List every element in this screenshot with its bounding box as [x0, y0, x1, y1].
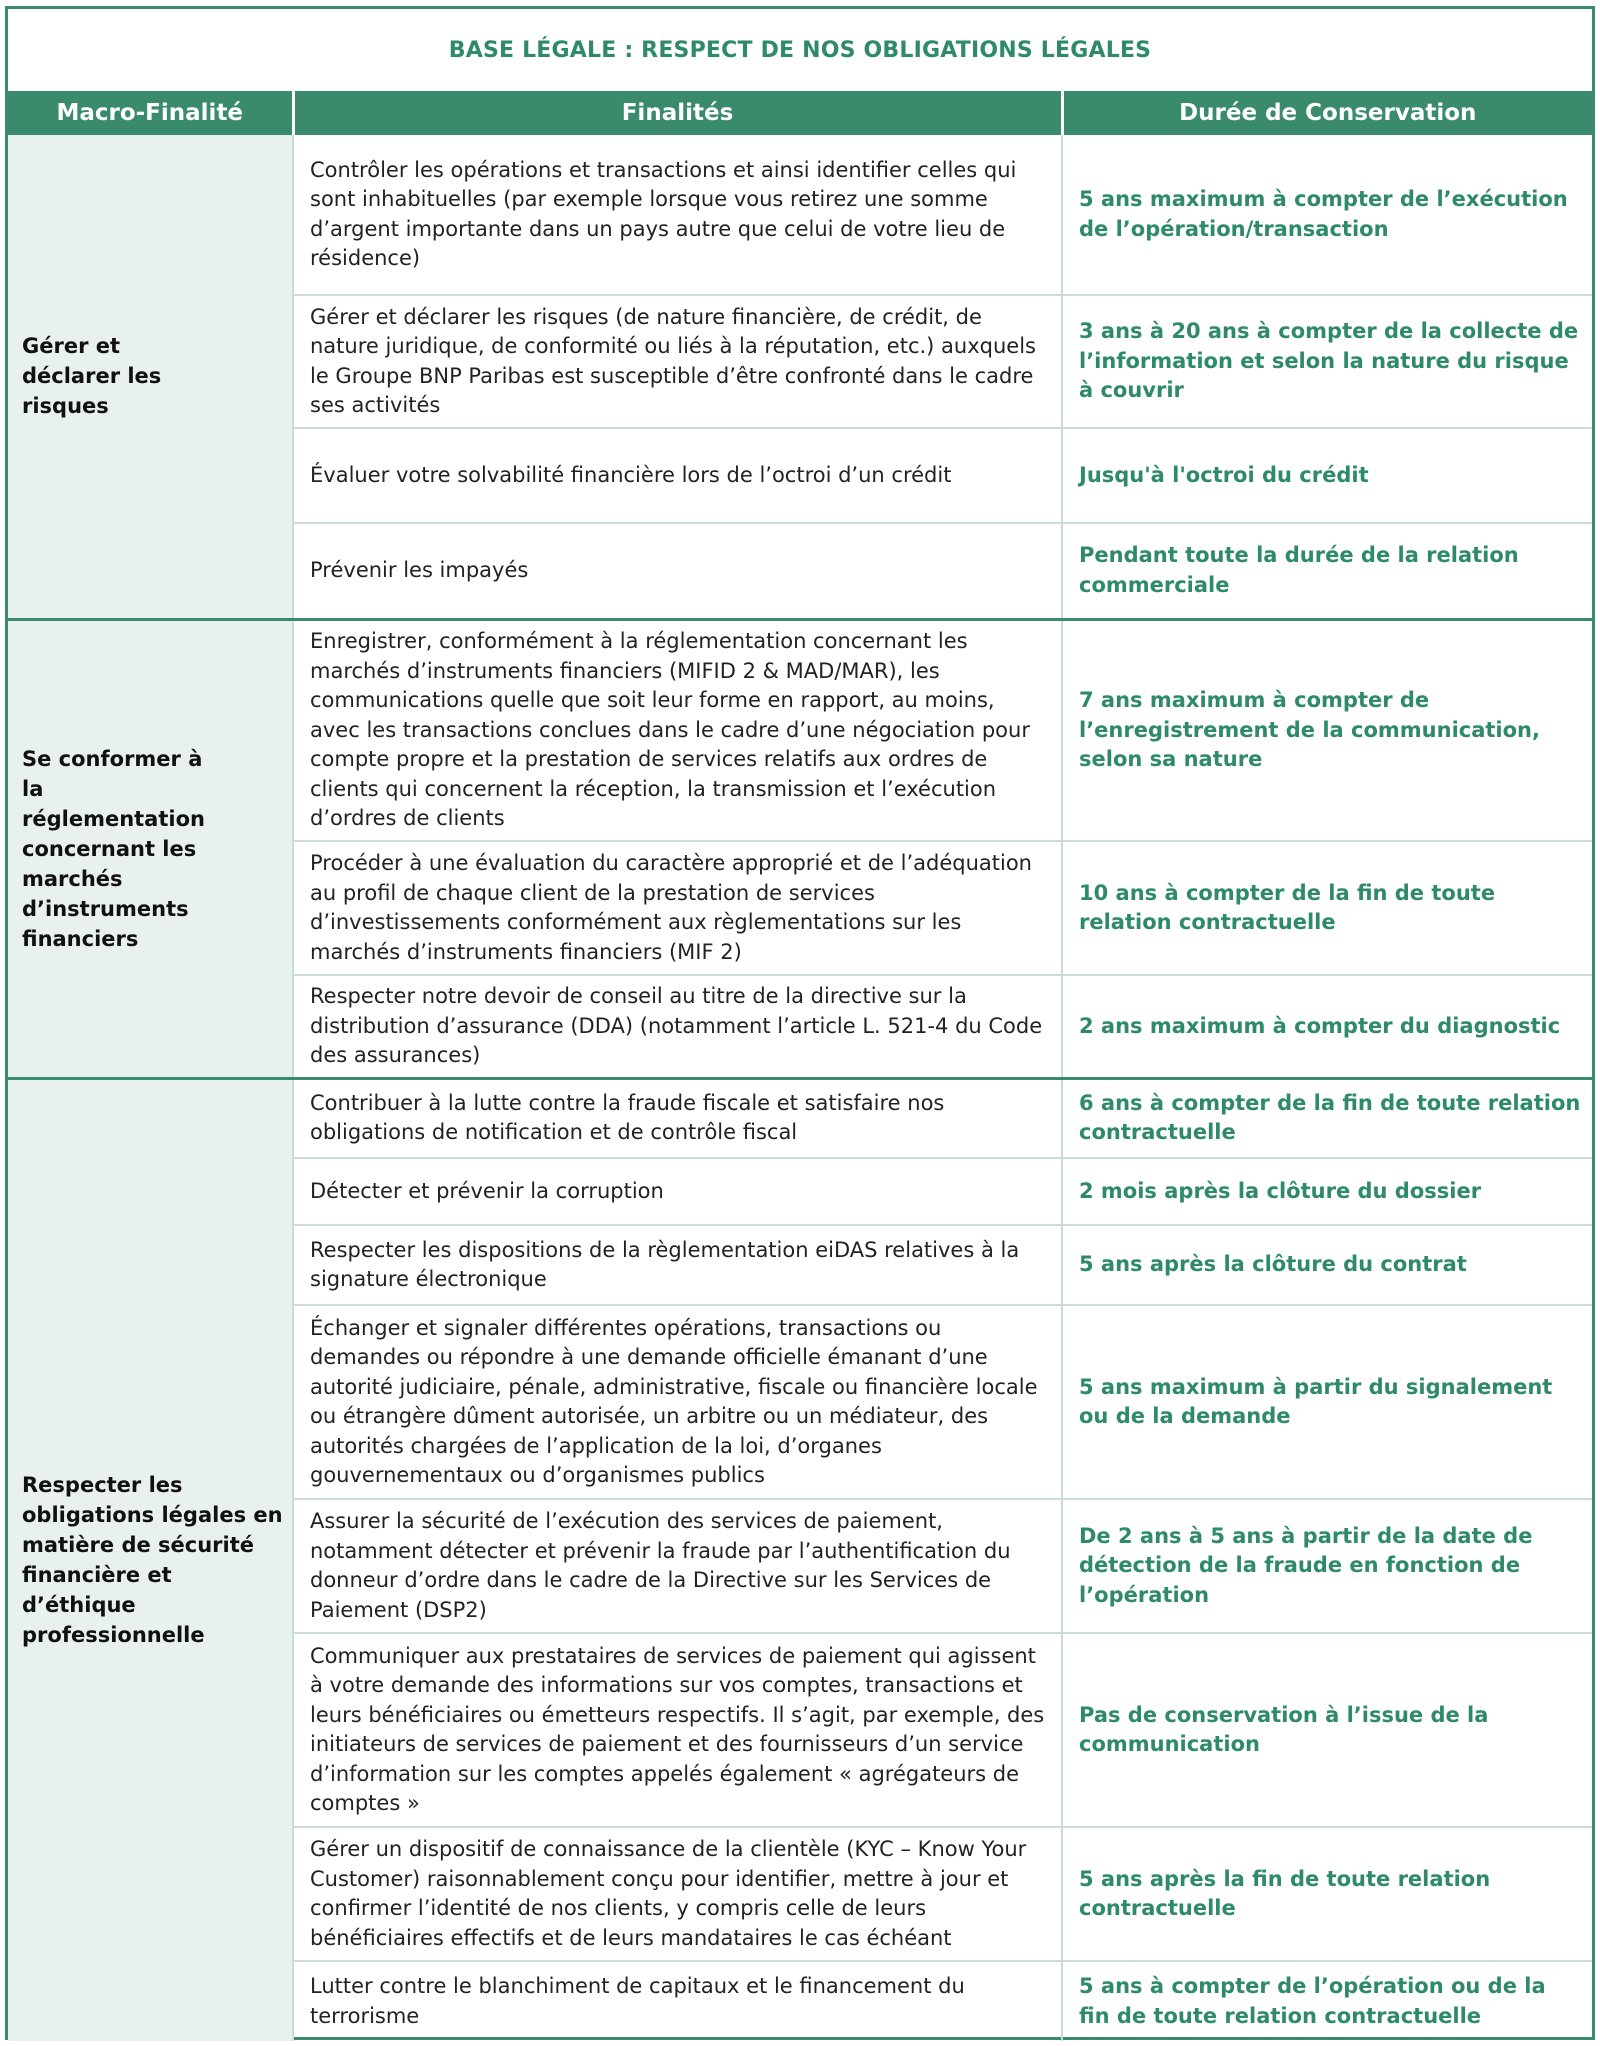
header-finalites: Finalités — [293, 91, 1062, 135]
duree-cell: 5 ans après la fin de toute relation contractuelle — [1062, 1827, 1592, 1961]
macro-finalite-cell — [8, 135, 293, 619]
macro-finalite-cell — [8, 1078, 293, 2041]
duree-cell: 5 ans après la clôture du contrat — [1062, 1225, 1592, 1305]
macro-finalite-label: Gérer et déclarer les risques — [22, 334, 162, 419]
duree-cell: 2 mois après la clôture du dossier — [1062, 1158, 1592, 1225]
finalite-cell: Gérer et déclarer les risques (de nature financière, de crédit, de nature juridique, de conformité ou liés à la réputation, etc.) auxquels le Groupe BNP Paribas est susceptible d’être confronté dans le cadre ses activités — [293, 295, 1062, 428]
finalite-cell: Procéder à une évaluation du caractère approprié et de l’adéquation au profil de chaque client de la prestation de services d’investissements conformément aux règlementations sur les marchés d’instruments financiers (MIF 2) — [293, 841, 1062, 975]
duree-cell: 10 ans à compter de la fin de toute relation contractuelle — [1062, 841, 1592, 975]
finalite-cell: Contrôler les opérations et transactions et ainsi identifier celles qui sont inhabituelles (par exemple lorsque vous retirez une somme d’argent importante dans un pays autre que celui de votre lieu de résidence) — [293, 135, 1062, 295]
duree-cell: 5 ans maximum à partir du signalement ou de la demande — [1062, 1305, 1592, 1499]
table-row — [8, 1078, 1592, 1158]
retention-table — [8, 91, 1592, 2041]
finalite-cell: Enregistrer, conformément à la réglementation concernant les marchés d’instruments financiers (MIFID 2 & MAD/MAR), les communications quelle que soit leur forme en rapport, au moins, avec les transactions conclues dans le cadre d’une négociation pour compte propre et la prestation de services relatifs aux ordres de clients qui concernent la réception, la transmission et l’exécution d’ordres de clients — [293, 619, 1062, 841]
finalite-cell: Prévenir les impayés — [293, 523, 1062, 619]
finalite-cell: Respecter les dispositions de la règlementation eiDAS relatives à la signature électronique — [293, 1225, 1062, 1305]
macro-finalite-cell — [8, 619, 293, 1078]
duree-cell: 2 ans maximum à compter du diagnostic — [1062, 975, 1592, 1078]
table-row — [8, 135, 1592, 295]
duree-cell: Pas de conservation à l’issue de la communication — [1062, 1633, 1592, 1827]
duree-cell: 6 ans à compter de la fin de toute relation contractuelle — [1062, 1078, 1592, 1158]
table-title: BASE LÉGALE : RESPECT DE NOS OBLIGATIONS LÉGALES — [448, 37, 1152, 63]
finalite-cell: Respecter notre devoir de conseil au titre de la directive sur la distribution d’assurance (DDA) (notamment l’article L. 521-4 du Code des assurances) — [293, 975, 1062, 1078]
duree-cell: Pendant toute la durée de la relation commerciale — [1062, 523, 1592, 619]
duree-cell: 7 ans maximum à compter de l’enregistrement de la communication, selon sa nature — [1062, 619, 1592, 841]
duree-cell: 5 ans à compter de l’opération ou de la fin de toute relation contractuelle — [1079, 1974, 1546, 2028]
finalite-cell: Communiquer aux prestataires de services de paiement qui agissent à votre demande des informations sur vos comptes, transactions et leurs bénéficiaires ou émetteurs respectifs. Il s’agit, par exemple, des initiateurs de services de paiement et des fournisseurs d’un service d’information sur les comptes appelés également « agrégateurs de comptes » — [293, 1633, 1062, 1827]
finalite-cell: Évaluer votre solvabilité financière lors de l’octroi d’un crédit — [293, 428, 1062, 523]
duree-cell: 5 ans maximum à compter de l’exécution de l’opération/transaction — [1062, 135, 1592, 295]
finalite-cell: Contribuer à la lutte contre la fraude fiscale et satisfaire nos obligations de notification et de contrôle fiscal — [293, 1078, 1062, 1158]
finalite-cell: Échanger et signaler différentes opérations, transactions ou demandes ou répondre à une demande officielle émanant d’une autorité judiciaire, pénale, administrative, fiscale ou financière locale ou étrangère dûment autorisée, un arbitre ou un médiateur, des autorités chargées de l’application de la loi, d’organes gouvernementaux ou d’organismes publics — [293, 1305, 1062, 1499]
table-row — [8, 619, 1592, 841]
header-macro: Macro-Finalité — [8, 91, 293, 135]
macro-finalite-label: Respecter les obligations légales en matière de sécurité financière et d’éthique professionnelle — [22, 1473, 283, 1648]
duree-cell: De 2 ans à 5 ans à partir de la date de détection de la fraude en fonction de l’opération — [1062, 1499, 1592, 1633]
header-duree: Durée de Conservation — [1062, 91, 1592, 135]
finalite-cell: Détecter et prévenir la corruption — [293, 1158, 1062, 1225]
finalite-cell: Gérer un dispositif de connaissance de la clientèle (KYC – Know Your Customer) raisonnablement conçu pour identifier, mettre à jour et confirmer l’identité de nos clients, y compris celle de leurs bénéficiaires effectifs et de leurs mandataires le cas échéant — [293, 1827, 1062, 1961]
header-row — [8, 91, 1592, 135]
macro-finalite-label: Se conformer à la réglementation concernant les marchés d’instruments financiers — [22, 746, 205, 951]
finalite-cell: Lutter contre le blanchiment de capitaux et le financement du terrorisme — [293, 1961, 1062, 2041]
duree-cell: 3 ans à 20 ans à compter de la collecte de l’information et selon la nature du risque à couvrir — [1062, 295, 1592, 428]
retention-table-card — [5, 6, 1595, 2040]
finalite-cell: Assurer la sécurité de l’exécution des services de paiement, notamment détecter et prévenir la fraude par l’authentification du donneur d’ordre dans le cadre de la Directive sur les Services de Paiement (DSP2) — [293, 1499, 1062, 1633]
duree-cell: Jusqu'à l'octroi du crédit — [1062, 428, 1592, 523]
